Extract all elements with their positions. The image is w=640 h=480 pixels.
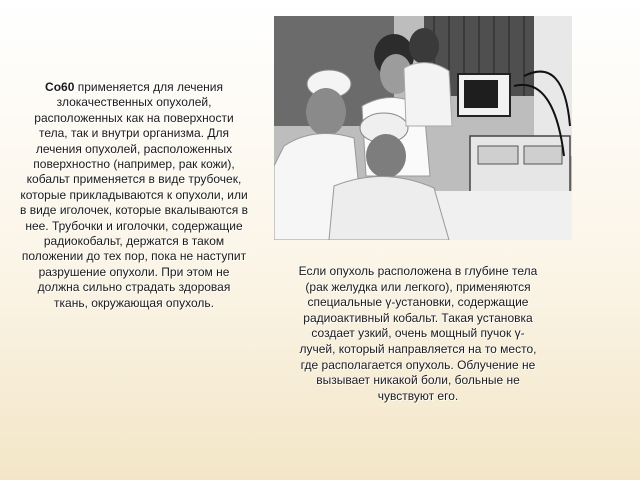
medical-staff-photo	[274, 16, 572, 240]
gamma-unit-treatment-text: Если опухоль расположена в глубине тела (рак желудка или легкого), применяются специальные γ-установки, содержащие радиоактивный кобальт. Такая установка создает узкий, очень мощный пучок γ-лучей, который направляется на то место, где располагается опухоль. Облучение не вызывает никакой боли, больные не чувствуют его.	[298, 264, 538, 403]
surface-treatment-body: применяется для лечения злокачественных опухолей, расположенных как на поверхности тела, так и внутри организма. Для лечения опухолей, расположенных поверхностно (например, рак кожи), кобальт применяется в виде трубочек, которые прикладываются к опухоли, или в виде иголочек, которые вкалываются в нее. Трубочки и иголочки, содержащие радиокобальт, держатся в таком положении до тех пор, пока не наступит разрушение опухоли. При этом не должна сильно страдать здоровая ткань, окружающая опухоль.	[20, 80, 248, 310]
cobalt-surface-treatment-text	[20, 80, 248, 311]
medical-staff-photo-icon	[274, 16, 572, 240]
cobalt-isotope-label: Co60	[45, 80, 75, 94]
